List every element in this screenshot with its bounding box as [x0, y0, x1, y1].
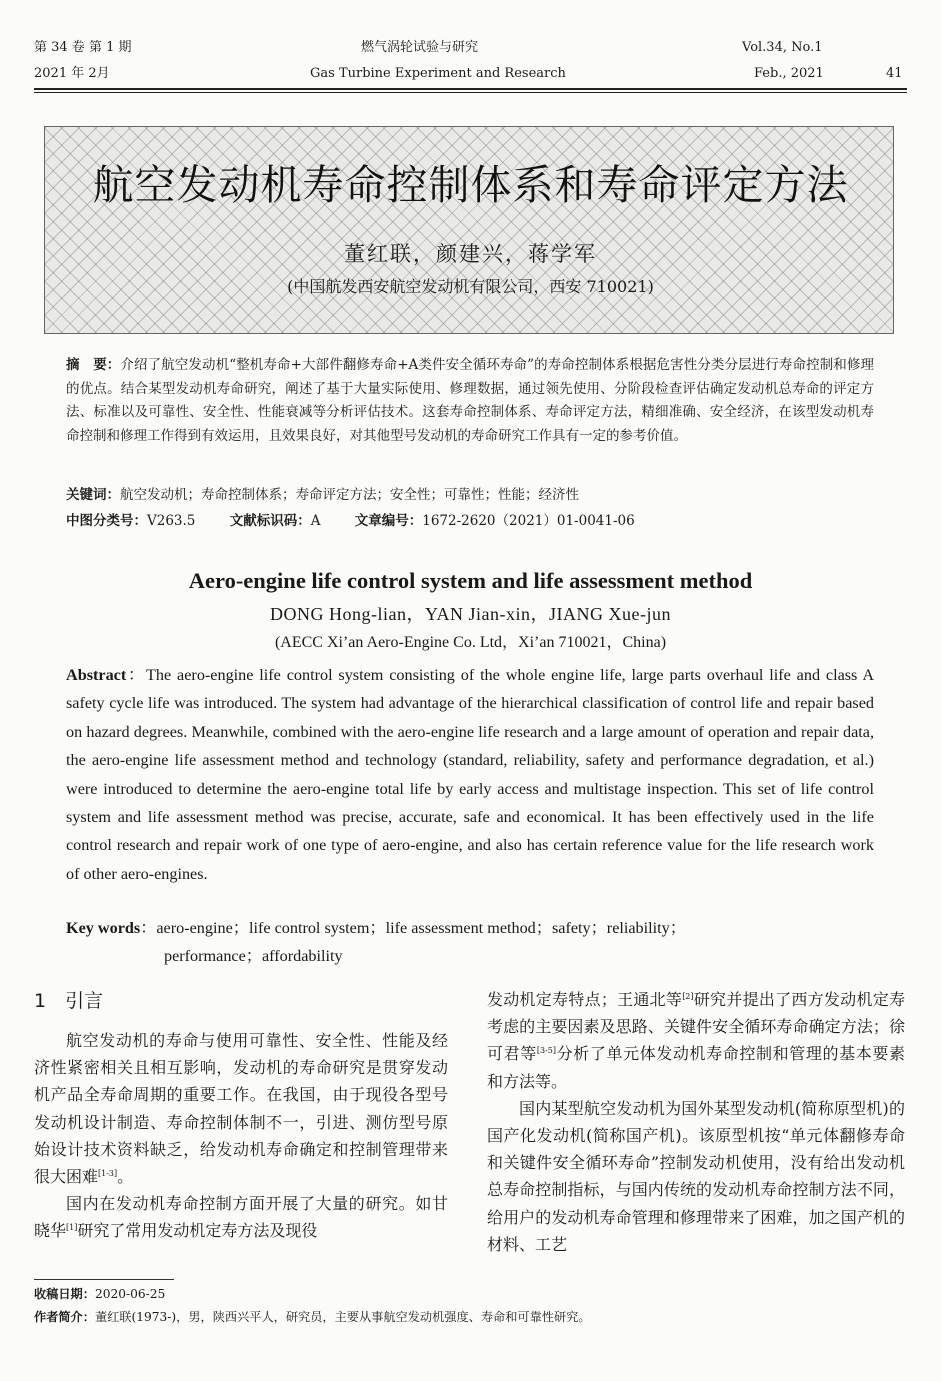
date-en: Feb., 2021 — [754, 66, 824, 81]
affiliation-en: (AECC Xi’an Aero-Engine Co. Ltd，Xi’an 710021，China) — [274, 634, 667, 651]
author-bio-value: 董红联(1973-)，男，陕西兴平人，研究员，主要从事航空发动机强度、寿命和可靠性研究。 — [94, 1310, 591, 1324]
abstract-zh — [66, 354, 874, 448]
authors-en: DONG Hong-lian，YAN Jian-xin，JIANG Xue-jun — [270, 604, 671, 624]
title-banner — [44, 126, 894, 334]
citation: [2] — [682, 992, 694, 1001]
clc-value: V263.5 — [147, 513, 196, 529]
keywords-en-line1: aero-engine；life control system；life assessment method；safety；reliability； — [156, 919, 686, 937]
keywords-en — [66, 914, 874, 971]
authors-zh: 董红联，颜建兴，蒋学军 — [344, 242, 597, 266]
received-value: 2020-06-25 — [94, 1287, 166, 1301]
volume-en: Vol.34, No.1 — [742, 40, 823, 55]
paragraph — [487, 1095, 905, 1258]
abstract-en-colon: ： — [126, 666, 147, 684]
abstract-en-label: Abstract — [66, 666, 127, 684]
paragraph-text: 研究并提出了西方发动机定寿考虑的主要因素及思路、关键件安全循环寿命确定方法；徐可君等 — [487, 990, 905, 1064]
clc-label: 中图分类号： — [66, 513, 147, 529]
author-bio-label: 作者简介： — [34, 1310, 95, 1324]
page-number: 41 — [886, 66, 903, 81]
journal-name-en: Gas Turbine Experiment and Research — [310, 66, 566, 81]
citation: [3-5] — [536, 1046, 556, 1056]
doc-code-value: A — [310, 513, 321, 529]
paragraph-text: 。 — [117, 1167, 134, 1187]
body-column-right — [487, 986, 905, 1258]
title-en: Aero-engine life control system and life assessment method — [188, 568, 753, 593]
doc-code-label: 文献标识码： — [229, 513, 311, 529]
footnote-received — [34, 1285, 165, 1303]
footnote-rule — [34, 1279, 174, 1280]
keywords-en-label: Key words — [66, 919, 141, 937]
citation: [1-3] — [98, 1169, 118, 1179]
journal-name-zh: 燃气涡轮试验与研究 — [361, 40, 479, 55]
abstract-zh-label: 摘 要： — [66, 357, 121, 373]
title-zh: 航空发动机寿命控制体系和寿命评定方法 — [92, 161, 849, 209]
paragraph-text: 发动机定寿特点；王通北等 — [487, 990, 683, 1009]
received-label: 收稿日期： — [34, 1287, 95, 1301]
paragraph-text: 航空发动机的寿命与使用可靠性、安全性、性能及经济性紧密相关且相互影响，发动机的寿命研究是贯穿发动机产品全寿命周期的重要工作。在我国，由于现役各型号发动机设计制造、寿命控制体制不一，引进、测仿型号原始设计技术资料缺乏，给发动机寿命确定和控制管理带来很大困难 — [34, 1031, 448, 1187]
paragraph — [34, 1027, 448, 1190]
paragraph-text: 研究了常用发动机定寿方法及现役 — [77, 1221, 318, 1241]
paragraph — [34, 1190, 448, 1244]
header-rule — [34, 88, 907, 93]
abstract-zh-text: 介绍了航空发动机“整机寿命+大部件翻修寿命+A类件安全循环寿命”的寿命控制体系根据危害性分类分层进行寿命控制和修理的优点。结合某型发动机寿命研究，阐述了基于大量实际使用、修理数据，通过领先使用、分阶段检查评估确定发动机总寿命的评定方法、标准以及可靠性、安全性、性能衰减等分析评估技术。这套寿命控制体系、寿命评定方法，精细准确、安全经济，在该型发动机寿命控制和修理工作得到有效运用，且效果良好，对其他型号发动机的寿命研究工作具有一定的参考价值。 — [66, 357, 874, 444]
article-number-label: 文章编号： — [354, 513, 423, 529]
date-zh: 2021 年 2月 — [34, 66, 110, 81]
paragraph — [487, 986, 905, 1095]
abstract-en — [66, 661, 874, 888]
paragraph-text: 国内在发动机寿命控制方面开展了大量的研究。如甘晓华 — [34, 1194, 448, 1241]
citation: [1] — [66, 1223, 78, 1233]
keywords-zh-label: 关键词： — [66, 487, 120, 503]
keywords-en-line2: performance；affordability — [164, 947, 343, 966]
keywords-en-colon: ： — [140, 919, 157, 937]
classification-line — [66, 510, 874, 532]
volume-zh: 第 34 卷 第 1 期 — [34, 40, 132, 55]
section-heading-introduction: 1 引言 — [34, 990, 104, 1012]
article-number-value: 1672-2620（2021）01-0041-06 — [422, 513, 635, 529]
paragraph-text: 国内某型航空发动机为国外某型发动机(简称原型机)的国产化发动机(简称国产机)。该原型机按“单元体翻修寿命和关键件安全循环寿命”控制发动机使用，没有给出发动机总寿命控制指标，与国内传统的发动机寿命控制方法不同，给用户的发动机寿命管理和修理带来了困难，加之国产机的材料、工艺 — [487, 1098, 905, 1254]
keywords-zh — [66, 484, 874, 506]
footnote-author-bio — [34, 1308, 591, 1326]
keywords-zh-text: 航空发动机；寿命控制体系；寿命评定方法；安全性；可靠性；性能；经济性 — [120, 487, 579, 503]
body-column-left — [34, 1027, 448, 1245]
abstract-en-text: The aero-engine life control system consisting of the whole engine life, large parts overhaul life and class A safety cycle life was introduced. The system had advantage of the hierarchical classification of control life and repair based on hazard degrees. Meanwhile, combined with the aero-engine life research and a large amount of operation and repair data, the aero-engine life assessment method and technology (standard, reliability, safety and performance degradation, et al.) were introduced to determine the aero-engine total life by early access and multistage inspection. This set of life control system and life assessment method was precise, accurate, safe and economical. It has been effectively used in the life control research and repair work of one type of aero-engine, and also has certain reference value for the life research work of other aero-engines. — [66, 666, 875, 883]
affiliation-zh: (中国航发西安航空发动机有限公司，西安 710021) — [287, 277, 654, 296]
paragraph-text: 分析了单元体发动机寿命控制和管理的基本要素和方法等。 — [487, 1044, 905, 1091]
